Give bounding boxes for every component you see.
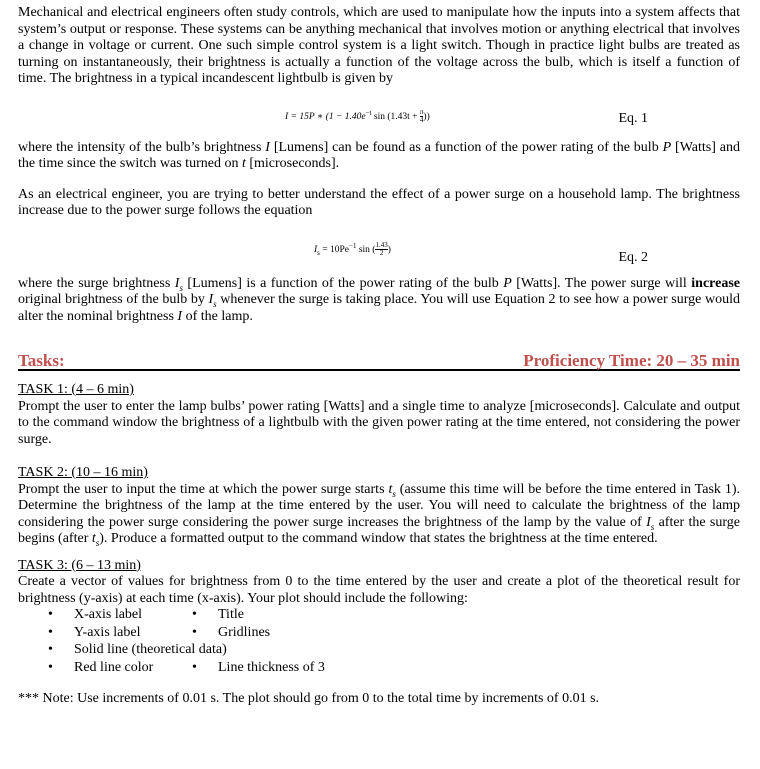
task-1-body: Prompt the user to enter the lamp bulbs’ power rating [Watts] and a single time to analyze [microseconds]. Calculate and output to the command window the brightness of a lightbulb with the given power rating at the time entered, not considering the power surge.: [18, 398, 740, 447]
bullet-icon: •: [48, 642, 53, 657]
equation-1-row: [18, 101, 740, 126]
intro-paragraph: Mechanical and electrical engineers often study controls, which are used to manipulate how the inputs into a system affects that system’s output or response. These systems can be anything mechanical that involves motion or anything electrical that involves a change in voltage or current. One such simple control system is a light switch. Though in practice light bulbs are treated as turning on instantaneously, their brightness is actually a function of the voltage across the bulb, which is itself a function of time. The brightness in a typical incandescent lightbulb is given by: [18, 5, 740, 86]
task-3-title: TASK 3: (6 – 13 min): [18, 557, 141, 573]
list-item: • X-axis label • Title: [48, 607, 244, 622]
bullet-icon: •: [192, 607, 197, 622]
equation-1: I = 15P ∗ ($1 - 1.40e^{-t}$ sin (1.43t + $\frac{\pi}{4}$ )): [285, 107, 430, 124]
equation-2-row: [18, 236, 740, 265]
bullet-icon: •: [48, 607, 53, 622]
plot-requirements-list: [18, 607, 740, 677]
equation-2: $I_s = 10Pe^{-1}$ sin ( $\frac{1.43}{2}$ ): [314, 240, 391, 257]
bullet-icon: •: [48, 659, 53, 675]
task-3-body: Create a vector of values for brightness from 0 to the time entered by the user and create a plot of the theoretical result for brightness (y-axis) at each time (x-axis). Your plot should include the following:: [18, 574, 740, 606]
list-item: • Y-axis label • Gridlines: [48, 624, 271, 640]
bullet-icon: •: [192, 624, 197, 640]
equation-1-label: Eq. 1: [618, 110, 648, 126]
task-2-body: Prompt the user to input the time at which the power surge starts $t_s$ (assume this time will be before the time entered in Task 1). Determine the brightness of the lamp at the time entered by the user. You will need to calculate the brightness of the lamp considering the power surge considering the power surge increases the brightness of the lamp by the value of $I_s$ after the surge begins (after $t_s$). Produce a formatted output to the command window that states the brightness at the time entered.: [18, 481, 741, 548]
task-3: [18, 558, 740, 678]
bullet-icon: •: [192, 659, 197, 675]
list-item: • Solid line (theoretical data): [48, 642, 227, 657]
surge-intro-paragraph: As an electrical engineer, you are trying to better understand the effect of a power surge on a household lamp. The brightness increase due to the power surge follows the equation: [18, 186, 740, 218]
task-2: [18, 465, 740, 548]
equation-2-label: Eq. 2: [618, 249, 648, 265]
task-1-title: TASK 1: (4 – 6 min): [18, 382, 134, 397]
task-2-title: TASK 2: (10 – 16 min): [18, 465, 148, 480]
surge-definition-paragraph: where the surge brightness $I_s$ [Lumens] is a function of the power rating of the bulb P [Watts]. The power surge will increase original brightness of the bulb by $I_s$ whenever the surge is taking place. You will use Equation 2 to see how a power surge would alter the nominal brightness I of the lamp.: [18, 275, 740, 324]
tasks-header: [18, 348, 740, 371]
task-1: [18, 382, 740, 448]
tasks-title: Tasks:: [18, 350, 65, 370]
increment-note: *** Note: Use increments of 0.01 s. The plot should go from 0 to the total time by increments of 0.01 s.: [18, 691, 600, 706]
proficiency-time: Proficiency Time: 20 – 35 min: [523, 350, 740, 370]
bullet-icon: •: [48, 624, 53, 640]
list-item: • Red line color • Line thickness of 3: [48, 659, 325, 675]
document-page: [18, 5, 740, 708]
definition-paragraph: where the intensity of the bulb’s brightness I [Lumens] can be found as a function of the power rating of the bulb P [Watts] and the time since the switch was turned on t [microseconds].: [18, 139, 741, 171]
